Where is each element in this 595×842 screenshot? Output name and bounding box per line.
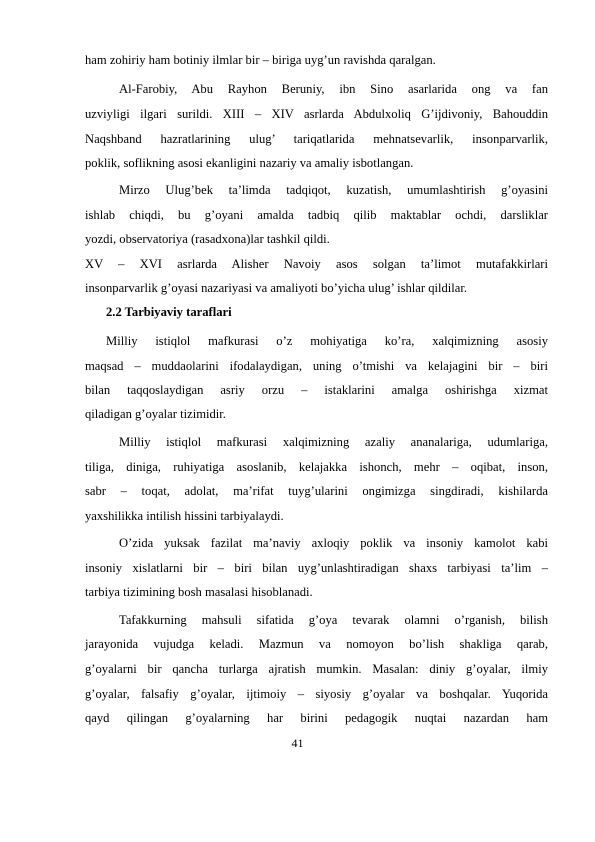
text-line: tiliga, diniga, ruhiyatiga asoslanib, kelajakka ishonch, mehr – oqibat, inson, (85, 460, 548, 474)
text-line: bilan taqqoslaydigan asriy orzu – istaklarini amalga oshirishga xizmat (85, 383, 548, 397)
text-line: g’oyalarni bir qancha turlarga ajratish mumkin. Masalan: diniy g’oyalar, ilmiy (85, 662, 548, 676)
text-line: qayd qilingan g’oyalarning har birini pedagogik nuqtai nazardan ham (85, 711, 548, 725)
text-line: Naqshband hazratlarining ulug’ tariqatlarida mehnatsevarlik, insonparvarlik, (85, 132, 548, 146)
text-line: Al-Farobiy, Abu Rayhon Beruniy, ibn Sino asarlarida ong va fan (119, 82, 548, 96)
text-line: uzviyligi ilgari surildi. XIII – XIV asrlarda Abdulxoliq G’ijdivoniy, Bahouddin (85, 107, 548, 121)
text-line: Milliy istiqlol mafkurasi xalqimizning azaliy ananalariga, udumlariga, (119, 435, 548, 449)
text-line: yozdi, observatoriya (rasadxona)lar tashkil qildi. (85, 232, 330, 246)
text-line: insonparvarlik g’oyasi nazariyasi va amaliyoti bo’yicha ulug’ ishlar qildilar. (85, 281, 468, 295)
text-line: ishlab chiqdi, bu g’oyani amalda tadbiq qilib maktablar ochdi, darsliklar (85, 208, 548, 222)
text-line: poklik, soflikning asosi ekanligini nazariy va amaliy isbotlangan. (85, 156, 414, 170)
text-line: tarbiya tizimining bosh masalasi hisoblanadi. (85, 585, 313, 599)
text-line: maqsad – muddaolarini ifodalaydigan, uning o’tmishi va kelajagini bir – biri (85, 359, 548, 373)
text-line: XV – XVI asrlarda Alisher Navoiy asos solgan ta’limot mutafakkirlari (85, 257, 548, 271)
text-line: sabr – toqat, adolat, ma’rifat tuyg’ularini ongimizga singdiradi, kishilarda (85, 484, 548, 498)
text-line: g’oyalar, falsafiy g’oyalar, ijtimoiy – siyosiy g’oyalar va boshqalar. Yuqorida (85, 687, 548, 701)
text-line: yaxshilikka intilish hissini tarbiyalaydi. (85, 509, 284, 523)
text-line: Milliy istiqlol mafkurasi o’z mohiyatiga ko’ra, xalqimizning asosiy (106, 334, 548, 348)
text-line: insoniy xislatlarni bir – biri bilan uyg’unlashtiradigan shaxs tarbiyasi ta’lim – (85, 561, 548, 575)
text-line: Tafakkurning mahsuli sifatida g’oya tevarak olamni o’rganish, bilish (119, 613, 548, 627)
page-number: 41 (291, 736, 304, 750)
section-heading: 2.2 Tarbiyaviy taraflari (106, 305, 232, 319)
text-line: Mirzo Ulug’bek ta’limda tadqiqot, kuzatish, umumlashtirish g’oyasini (119, 183, 548, 197)
text-line: O’zida yuksak fazilat ma’naviy axloqiy poklik va insoniy kamolot kabi (119, 536, 548, 550)
text-line: qiladigan g’oyalar tizimidir. (85, 407, 226, 421)
text-line: ham zohiriy ham botiniy ilmlar bir – biriga uyg’un ravishda qaralgan. (85, 53, 436, 67)
text-line: jarayonida vujudga keladi. Mazmun va nomoyon bo’lish shakliga qarab, (85, 637, 548, 651)
